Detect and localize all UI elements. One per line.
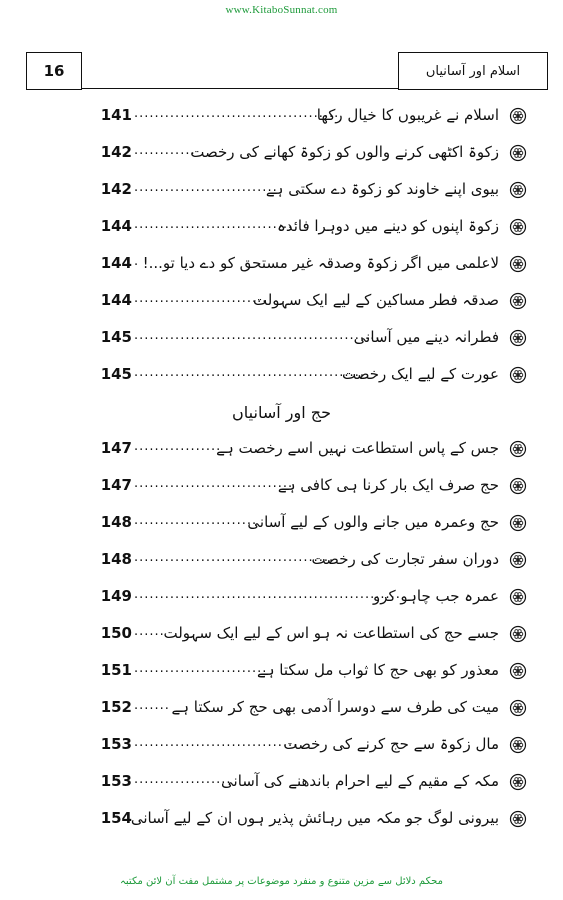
toc-entry[interactable]	[0, 655, 563, 692]
toc-entry-page: 153	[100, 735, 132, 753]
toc-entry[interactable]	[0, 137, 563, 174]
toc-entry-page: 147	[100, 476, 132, 494]
dot-leader: ................................................	[134, 328, 381, 343]
toc-entry[interactable]	[0, 803, 563, 840]
flower-bullet-icon	[509, 514, 527, 532]
toc-entry-title: جس کے پاس استطاعت نہیں اسے رخصت ہے	[216, 439, 499, 457]
toc-entry-page: 148	[100, 513, 132, 531]
toc-entry-title: مال زکوۃ سے حج کرنے کی رخصت	[283, 735, 499, 753]
flower-bullet-icon	[509, 551, 527, 569]
toc-entry[interactable]	[0, 248, 563, 285]
toc-entry-page: 152	[100, 698, 132, 716]
toc-entry-page: 144	[100, 254, 132, 272]
toc-entry-page: 141	[100, 106, 132, 124]
running-title: اسلام اور آسانیاں	[398, 52, 548, 90]
flower-bullet-icon	[509, 144, 527, 162]
dot-leader: ...................	[134, 772, 232, 787]
flower-bullet-icon	[509, 107, 527, 125]
toc-entry[interactable]	[0, 507, 563, 544]
toc-entry[interactable]	[0, 544, 563, 581]
toc-entry-title: زکوۃ اپنوں کو دینے میں دوہرا فائدہ	[277, 217, 499, 235]
dot-leader: ............................	[134, 180, 278, 195]
toc-entry-page: 145	[100, 365, 132, 383]
flower-bullet-icon	[509, 588, 527, 606]
flower-bullet-icon	[509, 292, 527, 310]
toc-entry-page: 154	[100, 809, 132, 827]
toc-entry[interactable]	[0, 100, 563, 137]
dot-leader: ................................	[134, 735, 299, 750]
toc-group-zakat	[0, 100, 563, 396]
footer-note: محکم دلائل سے مزین متنوع و منفرد موضوعات پر مشتمل مفت آن لائن مکتبہ	[120, 876, 443, 887]
site-url[interactable]: www.KitaboSunnat.com	[225, 4, 338, 16]
dot-leader: ......	[134, 624, 165, 639]
flower-bullet-icon	[509, 477, 527, 495]
toc-entry-page: 149	[100, 587, 132, 605]
toc-entry-title: معذور کو بھی حج کا ثواب مل سکتا ہے	[256, 661, 499, 679]
dot-leader: ...............................	[134, 476, 294, 491]
header-divider	[82, 88, 398, 89]
toc-entry-title: عمرہ جب چاہو کرو	[372, 587, 499, 605]
toc-entry-title: بیرونی لوگ جو مکہ میں رہائش پذیر ہوں ان کے لیے آسانی	[130, 809, 499, 827]
dot-leader: .............................................	[134, 365, 365, 380]
dot-leader: ..........................	[134, 661, 268, 676]
toc-entry[interactable]	[0, 174, 563, 211]
dot-leader: ..........................	[134, 291, 268, 306]
toc-entry-title: میت کی طرف سے دوسرا آدمی بھی حج کر سکتا ہے	[171, 698, 499, 716]
toc-entry-title: حج صرف ایک بار کرنا ہی کافی ہے	[277, 476, 499, 494]
toc-entry[interactable]	[0, 766, 563, 803]
toc-entry-page: 145	[100, 328, 132, 346]
toc-entry-page: 142	[100, 180, 132, 198]
toc-entry-title: صدقہ فطر مساکین کے لیے ایک سہولت	[253, 291, 499, 309]
toc-entry[interactable]	[0, 729, 563, 766]
toc-entry[interactable]	[0, 322, 563, 359]
toc-entry-title: بیوی اپنے خاوند کو زکوۃ دے سکتی ہے	[265, 180, 499, 198]
toc-entry[interactable]	[0, 470, 563, 507]
dot-leader: ........................	[134, 513, 258, 528]
dot-leader: ....................................................	[134, 587, 401, 602]
flower-bullet-icon	[509, 625, 527, 643]
toc-entry-page: 153	[100, 772, 132, 790]
toc-entry-title: لاعلمی میں اگر زکوۃ وصدقہ غیر مستحق کو دے دیا تو...!	[142, 254, 499, 272]
page-header	[26, 52, 548, 92]
toc-entry-title: حج وعمرہ میں جانے والوں کے لیے آسانی	[247, 513, 499, 531]
toc-entry[interactable]	[0, 211, 563, 248]
flower-bullet-icon	[509, 218, 527, 236]
table-of-contents	[0, 100, 563, 840]
flower-bullet-icon	[509, 440, 527, 458]
toc-entry-page: 150	[100, 624, 132, 642]
toc-entry-page: 142	[100, 143, 132, 161]
dot-leader: .......................................	[134, 550, 335, 565]
toc-entry-title: فطرانہ دینے میں آسانی	[353, 328, 499, 346]
toc-entry-page: 147	[100, 439, 132, 457]
toc-entry-page: 148	[100, 550, 132, 568]
toc-entry[interactable]	[0, 581, 563, 618]
toc-entry-title: عورت کے لیے ایک رخصت	[342, 365, 499, 383]
dot-leader: ...............................	[134, 217, 294, 232]
flower-bullet-icon	[509, 366, 527, 384]
flower-bullet-icon	[509, 329, 527, 347]
toc-entry-title: اسلام نے غریبوں کا خیال رکھا	[316, 106, 499, 124]
toc-entry[interactable]	[0, 692, 563, 729]
toc-group-hajj	[0, 433, 563, 840]
dot-leader: .......	[134, 698, 170, 713]
flower-bullet-icon	[509, 662, 527, 680]
flower-bullet-icon	[509, 699, 527, 717]
toc-entry-title: مکہ کے مقیم کے لیے احرام باندھنے کی آسانی	[221, 772, 499, 790]
toc-entry-page: 144	[100, 291, 132, 309]
toc-entry[interactable]	[0, 359, 563, 396]
flower-bullet-icon	[509, 773, 527, 791]
page-number: 16	[26, 52, 82, 90]
toc-entry[interactable]	[0, 433, 563, 470]
toc-entry[interactable]	[0, 285, 563, 322]
section-heading: حج اور آسانیاں	[232, 403, 331, 422]
flower-bullet-icon	[509, 736, 527, 754]
toc-entry-title: زکوۃ اکٹھی کرنے والوں کو زکوۃ کھانے کی رخصت	[190, 143, 499, 161]
toc-entry-title: جسے حج کی استطاعت نہ ہو اس کے لیے ایک سہولت	[163, 624, 499, 642]
toc-entry-page: 144	[100, 217, 132, 235]
dot-leader: ............	[134, 143, 196, 158]
dot-leader: .................	[134, 439, 222, 454]
flower-bullet-icon	[509, 181, 527, 199]
flower-bullet-icon	[509, 255, 527, 273]
dot-leader: ........................................	[134, 106, 340, 121]
section-heading-row	[0, 396, 563, 433]
flower-bullet-icon	[509, 810, 527, 828]
toc-entry[interactable]	[0, 618, 563, 655]
dot-leader: .	[134, 254, 140, 269]
toc-entry-title: دوران سفر تجارت کی رخصت	[311, 550, 499, 568]
toc-entry-page: 151	[100, 661, 132, 679]
